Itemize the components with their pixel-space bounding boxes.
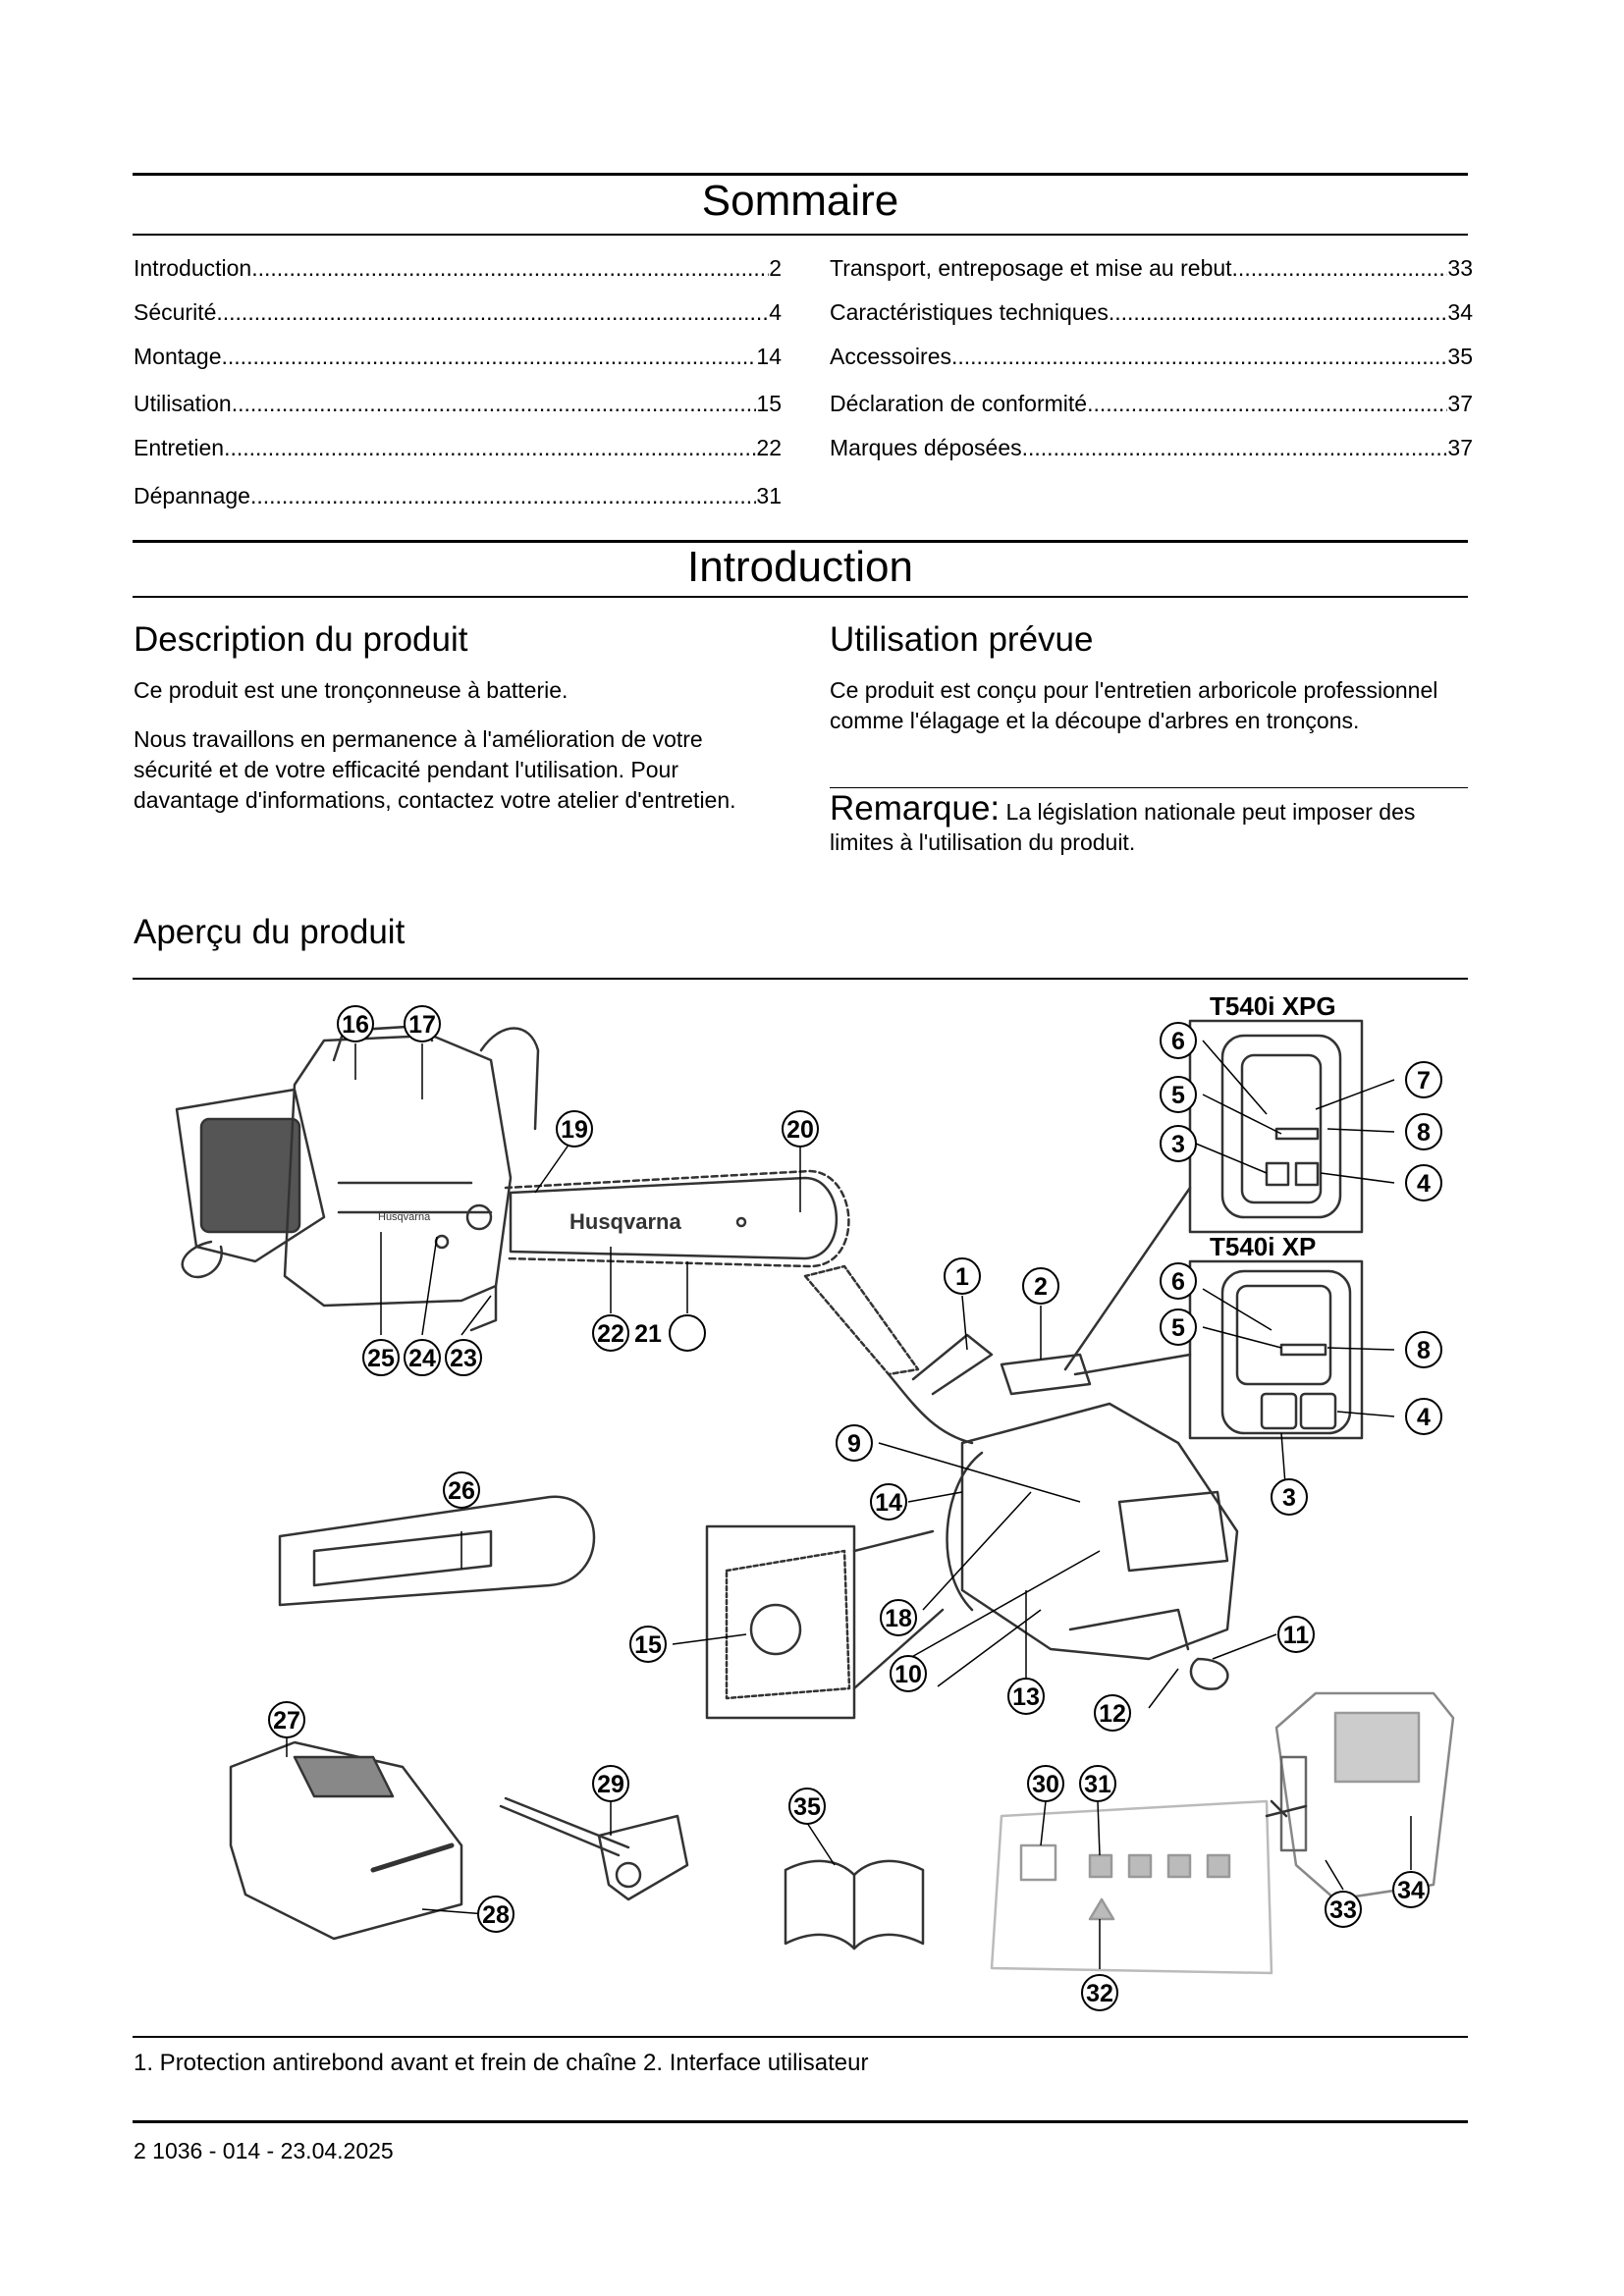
toc-entry[interactable]: Dépannage ..... 31 (134, 483, 782, 509)
callout-32: 32 (1086, 1980, 1113, 2007)
callout-3b: 3 (1282, 1484, 1296, 1512)
callout-3a: 3 (1171, 1131, 1185, 1158)
callout-26: 26 (448, 1477, 475, 1505)
callout-14: 14 (875, 1489, 902, 1517)
brand-label-body: Husqvarna (378, 1211, 431, 1223)
toc-entry[interactable]: Utilisation ..... 15 (134, 391, 782, 417)
callout-19: 19 (561, 1116, 588, 1144)
toc-entry[interactable]: Montage ..... 14 (134, 344, 782, 370)
toc-entry[interactable]: Introduction ..... 2 (134, 255, 782, 282)
callout-18: 18 (885, 1605, 912, 1632)
footer-rule (133, 2120, 1468, 2123)
callout-25: 25 (367, 1345, 395, 1372)
callout-12: 12 (1099, 1700, 1126, 1728)
callout-23: 23 (450, 1345, 477, 1372)
callout-9: 9 (847, 1430, 861, 1458)
callout-8b: 8 (1417, 1337, 1431, 1364)
overview-caption: 1. Protection antirebond avant et frein de chaîne 2. Interface utilisateur (134, 2050, 869, 2076)
callout-28: 28 (482, 1901, 510, 1929)
description-p2: Nous travaillons en permanence à l'amélioration de votre sécurité et de votre efficacité pendant l'utilisation. Pour davantage d'informations, contactez votre atelier d'entretien. (134, 726, 736, 813)
callout-4a: 4 (1417, 1170, 1431, 1198)
intended-use-p1: Ce produit est conçu pour l'entretien arboricole professionnel comme l'élagage et la découpe d'arbres en tronçons. (830, 677, 1438, 733)
callout-22: 22 (597, 1320, 624, 1348)
guide-bar (280, 1497, 594, 1605)
callout-17: 17 (408, 1011, 436, 1039)
description-p1: Ce produit est une tronçonneuse à batterie. (134, 677, 568, 703)
callout-8a: 8 (1417, 1119, 1431, 1147)
callout-7: 7 (1417, 1067, 1431, 1095)
note-text: La législation nationale peut imposer des limites à l'utilisation du produit. (830, 799, 1416, 855)
toc-entry[interactable]: Déclaration de conformité ..... 37 (830, 391, 1473, 417)
intended-use-heading: Utilisation prévue (830, 620, 1094, 659)
callout-15: 15 (634, 1631, 662, 1659)
toc-entry[interactable]: Transport, entreposage et mise au rebut ..... 33 (830, 255, 1473, 282)
callout-2: 2 (1034, 1273, 1048, 1301)
callout-35: 35 (793, 1793, 821, 1821)
callout-20: 20 (786, 1116, 814, 1144)
footer-text: 2 1036 - 014 - 23.04.2025 (134, 2138, 394, 2163)
toc-entry[interactable]: Sécurité ..... 4 (134, 299, 782, 326)
callout-21: 21 (634, 1320, 662, 1348)
callout-34: 34 (1397, 1877, 1425, 1904)
callout-5a: 5 (1171, 1082, 1185, 1109)
overview-heading: Aperçu du produit (134, 913, 406, 951)
callout-16: 16 (342, 1011, 369, 1039)
callout-27: 27 (273, 1707, 300, 1735)
callout-5b: 5 (1171, 1314, 1185, 1342)
callout-10: 10 (894, 1661, 922, 1688)
callout-6a: 6 (1171, 1028, 1185, 1055)
callout-13: 13 (1012, 1683, 1040, 1711)
callout-29: 29 (597, 1771, 624, 1798)
toc-entry[interactable]: Caractéristiques techniques ..... 34 (830, 299, 1473, 326)
callout-33: 33 (1329, 1896, 1357, 1924)
model-label-xpg: T540i XPG (1210, 991, 1336, 1021)
callout-31: 31 (1084, 1771, 1111, 1798)
note-label: Remarque: (830, 789, 1001, 828)
model-label-xp: T540i XP (1210, 1232, 1317, 1261)
ui-panel-xpg (1190, 1021, 1362, 1232)
callout-4b: 4 (1417, 1404, 1431, 1431)
combination-tool (501, 1798, 628, 1855)
callout-11: 11 (1282, 1622, 1310, 1649)
callout-30: 30 (1032, 1771, 1059, 1798)
toc-entry[interactable]: Entretien ..... 22 (134, 435, 782, 461)
intro-title: Introduction (687, 543, 913, 591)
callout-1: 1 (955, 1263, 969, 1291)
toc-entry[interactable]: Accessoires ..... 35 (830, 344, 1473, 370)
toc-title: Sommaire (701, 177, 899, 225)
toc-entry[interactable]: Marques déposées ..... 37 (830, 435, 1473, 461)
callout-6b: 6 (1171, 1268, 1185, 1296)
battery-indicator-panel (992, 1801, 1272, 1973)
brand-label-bar: Husqvarna (569, 1209, 681, 1234)
description-heading: Description du produit (134, 620, 468, 659)
chainsaw-side-view (177, 1026, 848, 1330)
callout-24: 24 (408, 1345, 436, 1372)
